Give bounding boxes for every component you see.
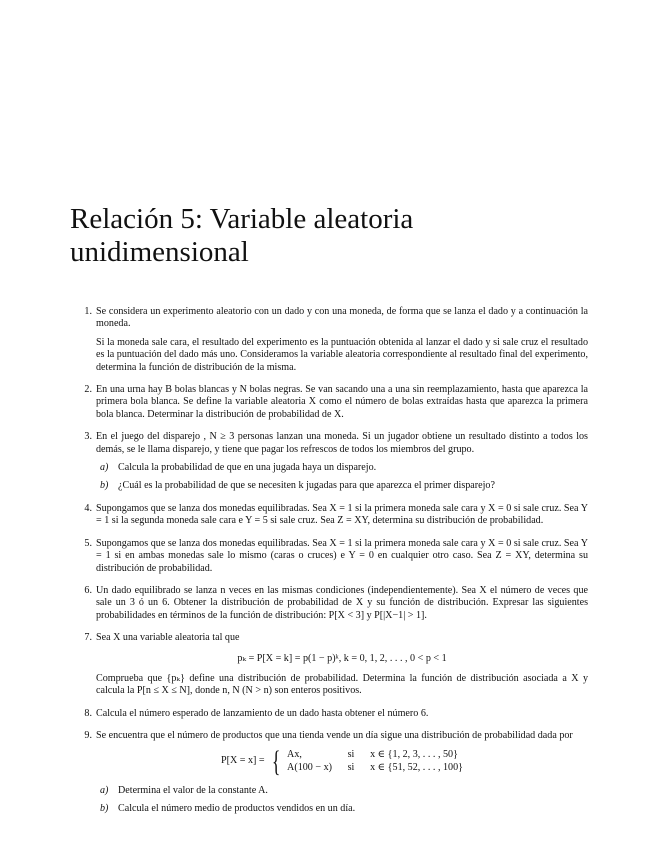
exercise-text: Sea X una variable aleatoria tal que — [96, 632, 240, 644]
sub-item-b — [96, 803, 588, 815]
exercise-1 — [78, 306, 588, 374]
exercise-3 — [78, 431, 588, 493]
sub-text: Determina el valor de la constante A. — [118, 784, 268, 796]
exercise-text: Se encuentra que el número de productos que una tienda vende un día sigue una distribución de probabilidad dada por — [96, 730, 573, 742]
piecewise-cases — [287, 749, 463, 774]
exercise-number: 8. — [84, 707, 92, 719]
title-line-2: unidimensional — [70, 236, 249, 268]
exercise-list — [78, 306, 588, 825]
exercise-text: Supongamos que se lanza dos monedas equilibradas. Sea X = 1 si la primera moneda sale cara y X = 0 si sale cruz. Sea Y = 1 si en ambas monedas sale lo mismo (caras o cruces) e Y = 0 en cualquier otro caso. Sea Z = XY, determina su distribución de probabilidad. — [96, 537, 588, 574]
exercise-8 — [78, 708, 588, 720]
sub-item-a — [96, 785, 588, 797]
exercise-6 — [78, 585, 588, 622]
sub-letter: a) — [100, 462, 109, 474]
exercise-number: 5. — [84, 537, 92, 549]
exercise-9 — [78, 730, 588, 815]
exercise-number: 3. — [84, 431, 92, 443]
exercise-7 — [78, 632, 588, 698]
case-row: Ax, si x ∈ {1, 2, 3, . . . , 50} — [287, 749, 458, 761]
exercise-number: 2. — [84, 384, 92, 396]
page-title — [70, 203, 610, 269]
exercise-number: 6. — [84, 584, 92, 596]
case-row: A(100 − x) si x ∈ {51, 52, . . . , 100} — [287, 761, 463, 773]
sub-letter: b) — [100, 802, 109, 814]
exercise-text: Si la moneda sale cara, el resultado del experimento es la puntuación obtenida al lanzar el dado y si sale cruz el resultado es la puntuación del dado más uno. Consideramos la variable aleatoria correspondiente al resultado final del experimento, determina la función de distribución de la misma. — [96, 336, 588, 373]
exercise-2 — [78, 384, 588, 421]
exercise-text: Un dado equilibrado se lanza n veces en las mismas condiciones (independientemente). Sea X el número de veces que sale un 3 ó un 6. Obtener la distribución de probabilidad de X y su función de distribución. Expresar las siguientes probabilidades en términos de la función de distribución: P[X < 3] y P[|X−1| > 1]. — [96, 584, 588, 621]
exercise-number: 9. — [84, 730, 92, 742]
sub-letter: b) — [100, 480, 109, 492]
display-equation: pₖ = P[X = k] = p(1 − p)ᵏ, k = 0, 1, 2, . . . , 0 < p < 1 — [237, 652, 447, 664]
piecewise-lhs: P[X = x] = — [221, 755, 265, 767]
exercise-text: En una urna hay B bolas blancas y N bolas negras. Se van sacando una a una sin reemplazamiento, hasta que aparezca la primera bola blanca. Se define la variable aleatoria X como el número de bolas extraídas hasta que aparezca la primera bola blanca. Determinar la distribución de probabilidad de X. — [96, 384, 588, 420]
exercise-text: Comprueba que {pₖ} define una distribución de probabilidad. Determina la función de distribución asociada a X y calcula la P[n ≤ X ≤ N], donde n, N (N > n) son enteros positivos. — [96, 672, 588, 697]
exercise-text: En el juego del disparejo , N ≥ 3 personas lanzan una moneda. Si un jugador obtiene un resultado distinto a todos los demás, se le llama disparejo, y tiene que pagar los refrescos de todos los miembros del grupo. — [96, 431, 588, 455]
exercise-number: 1. — [84, 306, 92, 317]
sub-text: Calcula la probabilidad de que en una jugada haya un disparejo. — [118, 462, 377, 474]
exercise-4 — [78, 503, 588, 528]
exercise-number: 7. — [84, 632, 92, 644]
left-brace-glyph: { — [271, 744, 281, 778]
title-line-1: Relación 5: Variable aleatoria — [70, 203, 414, 235]
exercise-5 — [78, 538, 588, 575]
exercise-text: Supongamos que se lanza dos monedas equilibradas. Sea X = 1 si la primera moneda sale cara y X = 0 si sale cruz. Sea Y = 1 si la segunda moneda sale cara e Y = 5 si sale cruz. Sea Z = XY, determina su distribución de probabilidad. — [96, 502, 588, 527]
sub-text: ¿Cuál es la probabilidad de que se necesiten k jugadas para que aparezca el primer disparejo? — [118, 480, 495, 492]
sub-item-b — [96, 480, 588, 492]
exercise-number: 4. — [84, 502, 92, 514]
sub-text: Calcula el número medio de productos vendidos en un día. — [118, 802, 356, 814]
piecewise-equation — [96, 744, 588, 778]
exercise-text: Se considera un experimento aleatorio con un dado y con una moneda, de forma que se lanza el dado y a continuación la moneda. — [96, 306, 588, 330]
sub-item-a — [96, 462, 588, 474]
sub-letter: a) — [100, 784, 109, 796]
exercise-text: Calcula el número esperado de lanzamiento de un dado hasta obtener el número 6. — [96, 707, 429, 719]
